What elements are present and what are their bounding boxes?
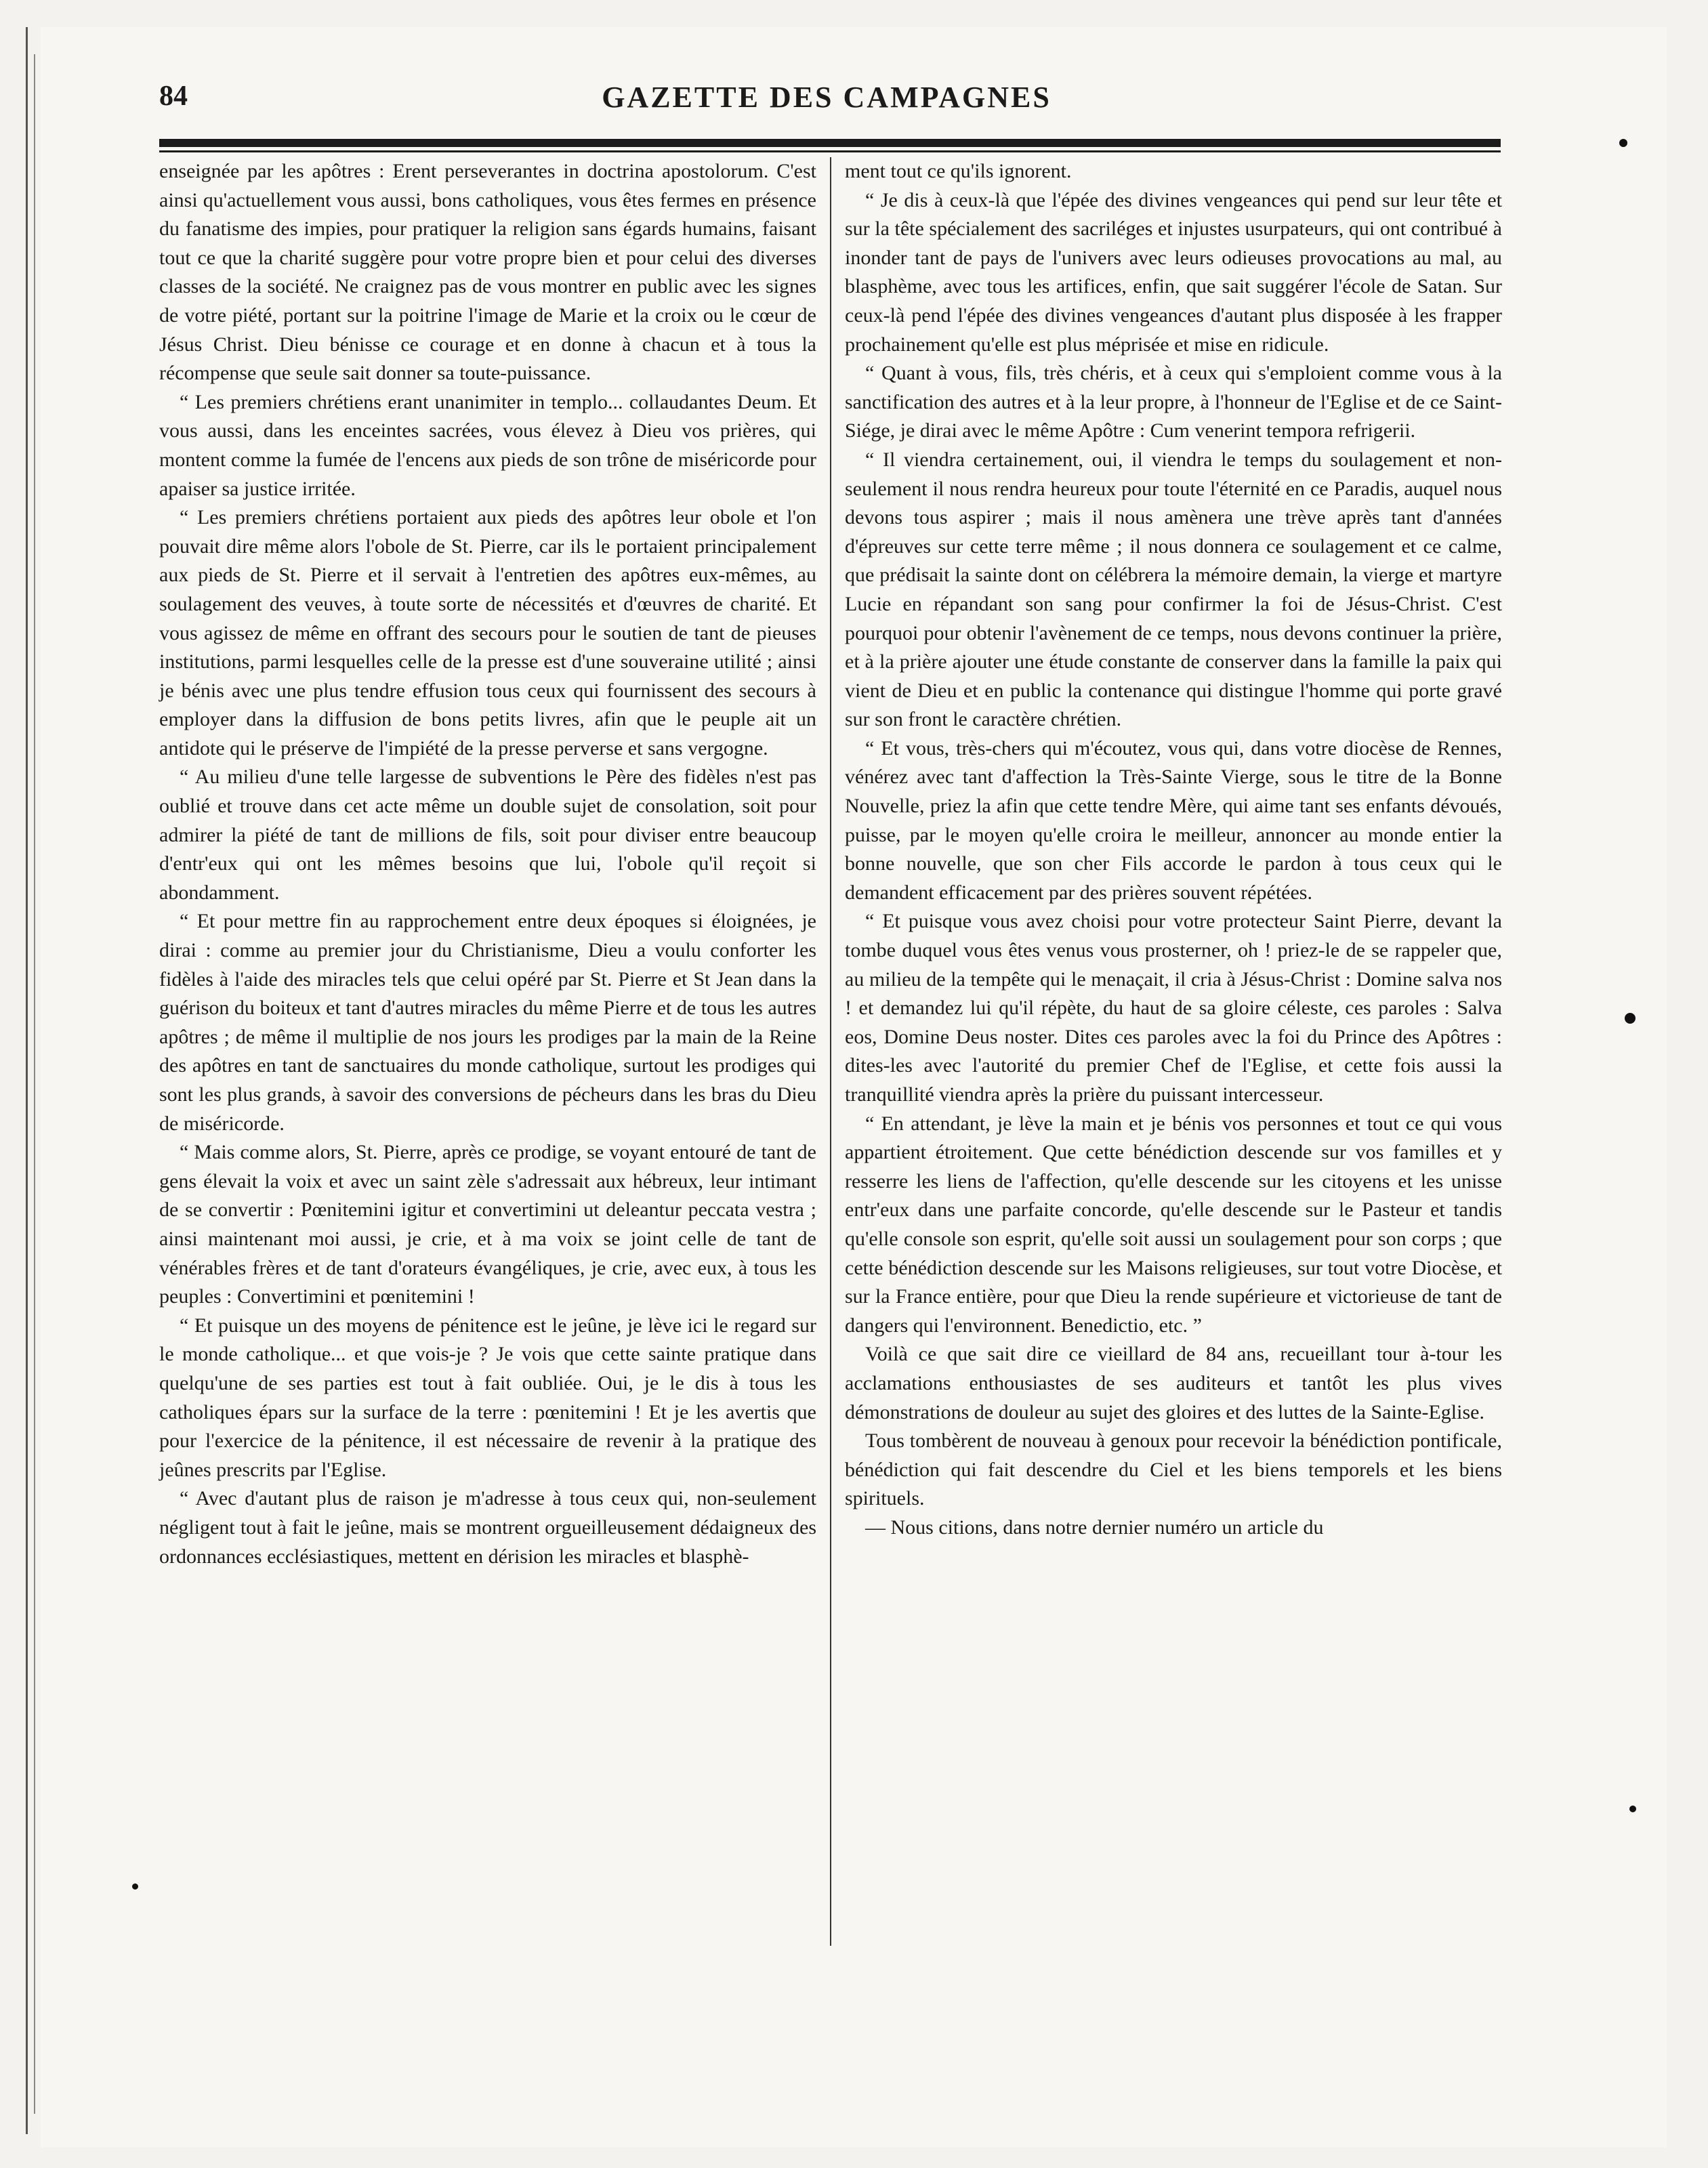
page-edge-line-inner (34, 54, 35, 2114)
header-rule-thick (159, 139, 1501, 147)
paragraph: “ Et puisque un des moyens de pénitence est le jeûne, je lève ici le regard sur le monde catholique... et que vois-je ? Je vois que cette sainte pratique dans quelqu'une de ses parties est tout à fait oubliée. Oui, je le dis à tous les catholiques épars sur la surface de la terre : pœnitemini ! Et je les avertis que pour l'exercice de la pénitence, il est nécessaire de revenir à la pratique des jeûnes prescrits par l'Eglise. (159, 1314, 816, 1481)
paragraph: “ Il viendra certainement, oui, il viendra le temps du soulagement et non-seulement il nous rendra heureux pour toute l'éternité en ce Paradis, auquel nous devons tous aspirer ; mais il nous amènera une trève après tant d'années d'épreuves sur cette terre même ; il nous donnera ce soulagement et ce calme, que prédisait la sainte dont on célébrera la mémoire demain, la vierge et martyre Lucie en répandant son sang pour confirmer la foi de Jésus-Christ. C'est pourquoi pour obtenir l'avènement de ce temps, nous devons continuer la prière, et à la prière ajouter une étude constante de conserver dans la famille la paix qui vient de Dieu et en public la contenance qui distingue l'homme qui porte gravé sur son front le caractère chrétien. (845, 448, 1502, 731)
ink-speck (1619, 139, 1627, 147)
paragraph: — Nous citions, dans notre dernier numéro un article du (865, 1516, 1324, 1539)
page-number: 84 (159, 81, 188, 112)
paragraph: “ Je dis à ceux-là que l'épée des divines vengeances qui pend sur leur tête et sur la tête spécialement des sacriléges et injustes usurpateurs, qui ont contribué à inonder tant de pays de l'univers avec leurs odieuses provocations au mal, au blasphème, avec tous les artifices, enfin, que sait suggérer l'école de Satan. Sur ceux-là pend l'épée des divines vengeances d'autant plus disposée à les frapper prochainement qu'elle est plus méprisée et mise en ridicule. (845, 188, 1502, 356)
ink-speck (1629, 1806, 1636, 1812)
page-edge-line (26, 27, 28, 2134)
paragraph: “ Les premiers chrétiens erant unanimiter in templo... collaudantes Deum. Et vous aussi, dans les enceintes sacrées, vous élevez à Dieu vos prières, qui montent comme la fumée de l'encens aux pieds de son trône de miséricorde pour apaiser sa justice irritée. (159, 390, 816, 500)
column-divider (830, 157, 831, 1946)
paragraph: enseignée par les apôtres : Erent perseverantes in doctrina apostolorum. C'est ainsi qu'actuellement vous aussi, bons catholiques, vous êtes fermes en présence du fanatisme des impies, pour pratiquer la religion sans égards humains, faisant tout ce que la charité suggère pour votre propre bien et pour celui des diverses classes de la société. Ne craignez pas de vous montrer en public avec les signes de votre piété, portant sur la poitrine l'image de Marie et la croix ou le cœur de Jésus Christ. Dieu bénisse ce courage et en donne à chacun et à tous la récompense que seule sait donner sa toute-puissance. (159, 160, 816, 385)
left-column (159, 157, 816, 1571)
paragraph: “ Et pour mettre fin au rapprochement entre deux époques si éloignées, je dirai : comme au premier jour du Christianisme, Dieu a voulu conforter les fidèles à l'aide des miracles tels que celui opéré par St. Pierre et St Jean dans la guérison du boiteux et tant d'autres miracles du même Pierre et de tous les autres apôtres ; de même il multiplie de nos jours les prodiges par la main de la Reine des apôtres en tant de sanctuaires du monde catholique, surtout les prodiges qui sont les plus grands, à savoir des conversions de pécheurs dans les bras du Dieu de miséricorde. (159, 910, 816, 1135)
paragraph: ment tout ce qu'ils ignorent. (845, 160, 1072, 182)
ink-speck (1625, 1013, 1636, 1024)
paragraph: Voilà ce que sait dire ce vieillard de 84 ans, recueillant tour à-tour les acclamations enthousiastes de ses auditeurs et tantôt les plus vives démonstrations de douleur au sujet des gloires et des luttes de la Sainte-Eglise. (845, 1343, 1502, 1423)
paragraph: Tous tombèrent de nouveau à genoux pour recevoir la bénédiction pontificale, bénédiction qui fait descendre du Ciel et les biens temporels et les biens spirituels. (845, 1430, 1502, 1510)
paragraph: “ En attendant, je lève la main et je bénis vos personnes et tout ce qui vous appartient étroitement. Que cette bénédiction descende sur vos familles et y resserre les liens de l'affection, qu'elle descende sur les citoyens et les unisse entr'eux dans une parfaite concorde, qu'elle descende sur le Pasteur et tandis qu'elle console son esprit, qu'elle soit aussi un soulagement pour son corps ; que cette bénédiction descende sur les Maisons religieuses, sur tout votre Diocèse, et sur la France entière, pour que Dieu la rende supérieure et victorieuse de tant de dangers qui l'environnent. Benedictio, etc. ” (845, 1112, 1502, 1337)
paragraph: “ Au milieu d'une telle largesse de subventions le Père des fidèles n'est pas oublié et trouve dans cet acte même un double sujet de consolation, soit pour admirer la piété de tant de millions de fils, soit pour diviser entre beaucoup d'entr'eux qui ont les mêmes besoins que lui, l'obole qu'il reçoit si abondamment. (159, 766, 816, 904)
ink-speck (132, 1883, 138, 1890)
paragraph: “ Et puisque vous avez choisi pour votre protecteur Saint Pierre, devant la tombe duquel vous êtes venus vous prosterner, oh ! priez-le de se rappeler que, au milieu de la tempête qui le menaçait, il cria à Jésus-Christ : Domine salva nos ! et demandez lui qu'il répète, du haut de sa gloire céleste, ces paroles : Salva eos, Domine Deus noster. Dites ces paroles avec la foi du Prince des Apôtres : dites-les avec l'autorité du premier Chef de l'Eglise, et cette fois aussi la tranquillité viendra après la prière du puissant intercesseur. (845, 910, 1502, 1106)
paragraph: “ Et vous, très-chers qui m'écoutez, vous qui, dans votre diocèse de Rennes, vénérez avec tant d'affection la Très-Sainte Vierge, sous le titre de la Bonne Nouvelle, priez la afin que cette tendre Mère, qui aime tant ses enfants dévoués, puisse, par le moyen qu'elle croira le meilleur, annoncer au monde entier la bonne nouvelle, que son cher Fils accorde le pardon à tous ceux qui le demandent efficacement par des prières souvent répétées. (845, 736, 1502, 904)
header-rule-thin (159, 150, 1501, 152)
paragraph: “ Les premiers chrétiens portaient aux pieds des apôtres leur obole et l'on pouvait dire même alors l'obole de St. Pierre, car ils le portaient principalement aux pieds de St. Pierre et il servait à l'entretien des apôtres eux-mêmes, au soulagement des veuves, à toute sorte de nécessités et d'œuvres de charité. Et vous agissez de même en offrant des secours pour le soutien de tant de pieuses institutions, parmi lesquelles celle de la presse est d'une souveraine utilité ; ainsi je bénis avec une plus tendre effusion tous ceux qui fournissent des secours à employer dans la diffusion de bons petits livres, afin que le peuple ait un antidote qui le préserve de l'impiété de la presse perverse et sans vergogne. (159, 506, 816, 759)
paragraph: “ Mais comme alors, St. Pierre, après ce prodige, se voyant entouré de tant de gens élevait la voix et avec un saint zèle s'adressait aux hébreux, leur intimant de se convertir : Pœnitemini igitur et convertimini ut deleantur peccata vestra ; ainsi maintenant moi aussi, je crie, et à ma voix se joint celle de tant de vénérables frères et de tant d'orateurs évangéliques, je crie, avec eux, à tous les peuples : Convertimini et pœnitemini ! (159, 1141, 816, 1308)
paragraph: “ Quant à vous, fils, très chéris, et à ceux qui s'emploient comme vous à la sanctification des autres et à la leur propre, à l'honneur de l'Eglise et de ce Saint-Siége, je dirai avec le même Apôtre : Cum venerint tempora refrigerii. (845, 362, 1502, 442)
right-column (845, 157, 1502, 1543)
newspaper-title: GAZETTE DES CAMPAGNES (602, 81, 1051, 114)
page-header (159, 80, 1494, 121)
paragraph: “ Avec d'autant plus de raison je m'adresse à tous ceux qui, non-seulement négligent tout à fait le jeûne, mais se montrent orgueilleusement dédaigneux des ordonnances ecclésiastiques, mettent en dérision les miracles et blasphè- (159, 1487, 816, 1568)
